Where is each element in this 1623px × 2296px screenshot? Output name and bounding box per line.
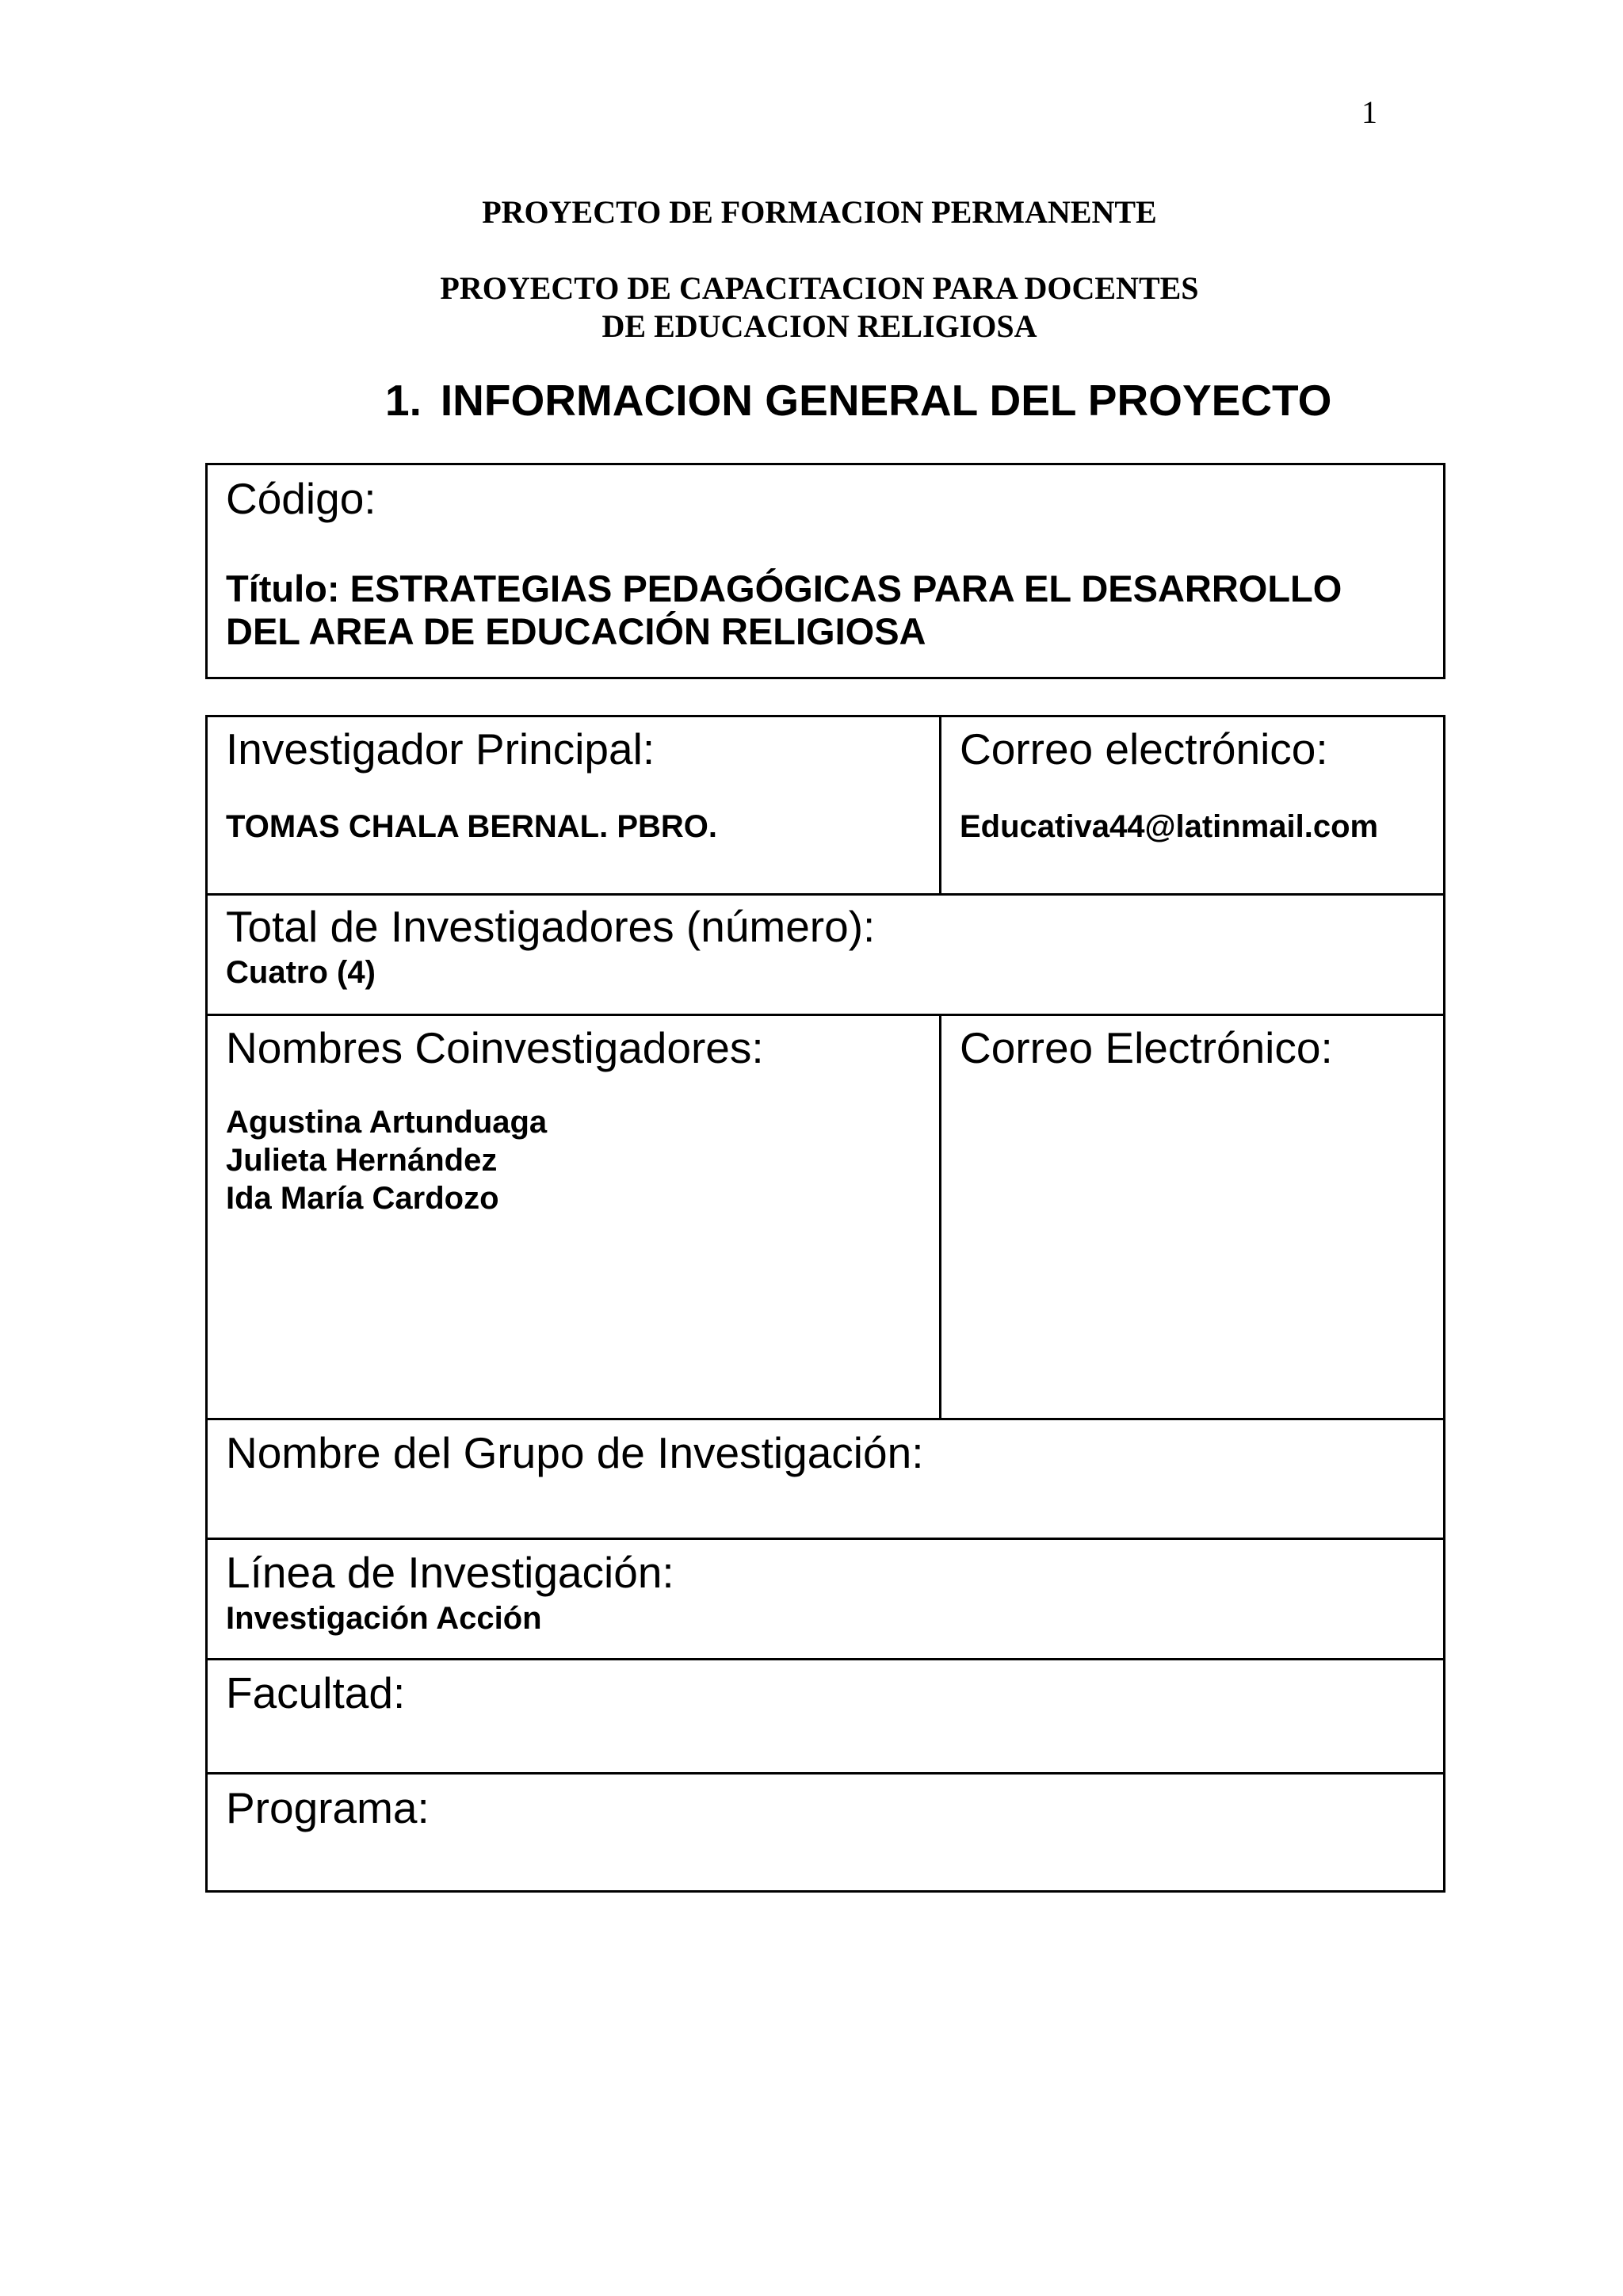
project-title-line-2: DEL AREA DE EDUCACIÓN RELIGIOSA: [226, 610, 926, 652]
coinvestigators-email-label: Correo Electrónico:: [960, 1023, 1333, 1072]
title-line-1-text: ESTRATEGIAS PEDAGÓGICAS PARA EL DESARROLLO: [349, 567, 1342, 609]
row-divider: [205, 893, 1445, 896]
coinvestigators-cell: [226, 1023, 764, 1217]
coinvestigators-email-cell: [960, 1023, 1333, 1073]
faculty-cell: [226, 1668, 405, 1718]
header-line-2b: DE EDUCACION RELIGIOSA: [601, 308, 1037, 344]
row-divider: [205, 1014, 1445, 1016]
principal-investigator-cell: [226, 724, 717, 846]
principal-investigator-label: Investigador Principal:: [226, 724, 655, 774]
coinvestigator-name: Ida María Cardozo: [226, 1181, 499, 1217]
email-value: Educativa44@latinmail.com: [960, 809, 1379, 845]
project-title-line-1: [226, 567, 1430, 610]
coinvestigator-name: Julieta Hernández: [226, 1143, 498, 1179]
program-label: Programa:: [226, 1783, 430, 1832]
column-divider: [939, 715, 941, 896]
total-investigators-value: Cuatro (4): [226, 955, 376, 991]
column-divider: [939, 1014, 941, 1420]
code-label: Código:: [226, 474, 376, 523]
row-divider: [205, 1538, 1445, 1540]
coinvestigators-list: [226, 1103, 764, 1217]
section-number: 1.: [385, 376, 422, 425]
header-line-2a: PROYECTO DE CAPACITACION PARA DOCENTES: [440, 270, 1199, 306]
research-line-value: Investigación Acción: [226, 1601, 542, 1637]
email-cell: [960, 724, 1378, 846]
project-title: [226, 567, 1430, 653]
coinvestigators-label: Nombres Coinvestigadores:: [226, 1023, 764, 1072]
header-line-1: PROYECTO DE FORMACION PERMANENTE: [482, 194, 1157, 230]
section-heading: [385, 374, 1331, 426]
page-number: 1: [1361, 94, 1377, 130]
total-investigators-label: Total de Investigadores (número):: [226, 902, 876, 951]
research-line-cell: [226, 1548, 674, 1637]
principal-investigator-value: TOMAS CHALA BERNAL. PBRO.: [226, 809, 717, 845]
total-investigators-cell: [226, 902, 875, 991]
title-prefix: Título:: [226, 567, 340, 609]
faculty-label: Facultad:: [226, 1668, 406, 1717]
row-divider: [205, 1418, 1445, 1420]
title-cell: [226, 567, 1430, 653]
code-cell: [226, 474, 376, 524]
research-group-label: Nombre del Grupo de Investigación:: [226, 1428, 924, 1477]
row-divider: [205, 1658, 1445, 1660]
coinvestigator-name: Agustina Artunduaga: [226, 1105, 548, 1140]
section-title: INFORMACION GENERAL DEL PROYECTO: [440, 376, 1332, 425]
program-cell: [226, 1783, 430, 1833]
row-divider: [205, 1772, 1445, 1775]
research-line-label: Línea de Investigación:: [226, 1548, 674, 1597]
email-label: Correo electrónico:: [960, 724, 1328, 774]
document-header: [8, 193, 1623, 231]
document-subheader: [8, 269, 1623, 346]
research-group-cell: [226, 1428, 923, 1478]
